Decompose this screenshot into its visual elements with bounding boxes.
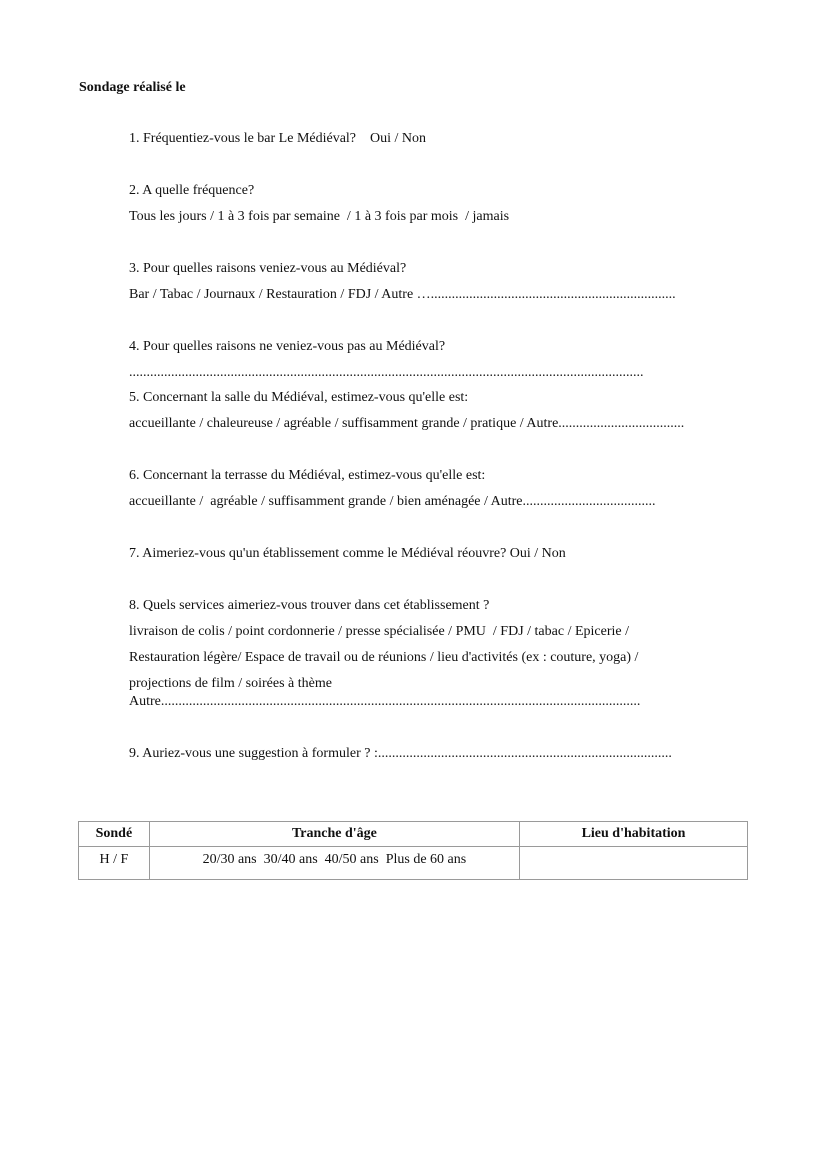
header-tranche-age: Tranche d'âge [149,822,519,847]
question-6: 6. Concernant la terrasse du Médiéval, estimez-vous qu'elle est: [129,468,486,483]
question-5-options: accueillante / chaleureuse / agréable / suffisamment grande / pratique / Autre.................................... [129,416,685,431]
header-lieu-habitation: Lieu d'habitation [520,822,748,847]
question-3-options: Bar / Tabac / Journaux / Restauration / FDJ / Autre …...................................................................... [129,287,676,302]
header-sonde: Sondé [79,822,150,847]
table-row [79,847,748,880]
table-header-row [79,822,748,847]
question-8-options-line-1: livraison de colis / point cordonnerie / presse spécialisée / PMU / FDJ / tabac / Epicerie / [129,624,629,639]
cell-sex: H / F [79,847,150,880]
question-8-other: Autre......................................................................................................................................... [129,694,641,709]
question-8-options-line-3: projections de film / soirées à thème [129,676,332,691]
question-7: 7. Aimeriez-vous qu'un établissement comme le Médiéval réouvre? Oui / Non [129,546,566,561]
question-9: 9. Auriez-vous une suggestion à formuler ? :.................................................................................... [129,746,672,761]
question-2-options: Tous les jours / 1 à 3 fois par semaine / 1 à 3 fois par mois / jamais [129,209,510,224]
question-6-options: accueillante / agréable / suffisamment grande / bien aménagée / Autre...................................... [129,494,656,509]
question-8: 8. Quels services aimeriez-vous trouver dans cet établissement ? [129,598,490,613]
question-3: 3. Pour quelles raisons veniez-vous au Médiéval? [129,261,407,276]
question-4: 4. Pour quelles raisons ne veniez-vous pas au Médiéval? [129,339,446,354]
cell-age-ranges: 20/30 ans 30/40 ans 40/50 ans Plus de 60 ans [149,847,519,880]
question-8-options-line-2: Restauration légère/ Espace de travail ou de réunions / lieu d'activités (ex : couture, yoga) / [129,650,639,665]
question-1: 1. Fréquentiez-vous le bar Le Médiéval? Oui / Non [129,131,427,146]
respondent-info-table [78,821,748,880]
question-4-answer-line: ................................................................................................................................................... [129,365,644,380]
question-5: 5. Concernant la salle du Médiéval, estimez-vous qu'elle est: [129,390,469,405]
survey-title: Sondage réalisé le [79,80,186,95]
question-2: 2. A quelle fréquence? [129,183,255,198]
cell-residence [520,847,748,880]
